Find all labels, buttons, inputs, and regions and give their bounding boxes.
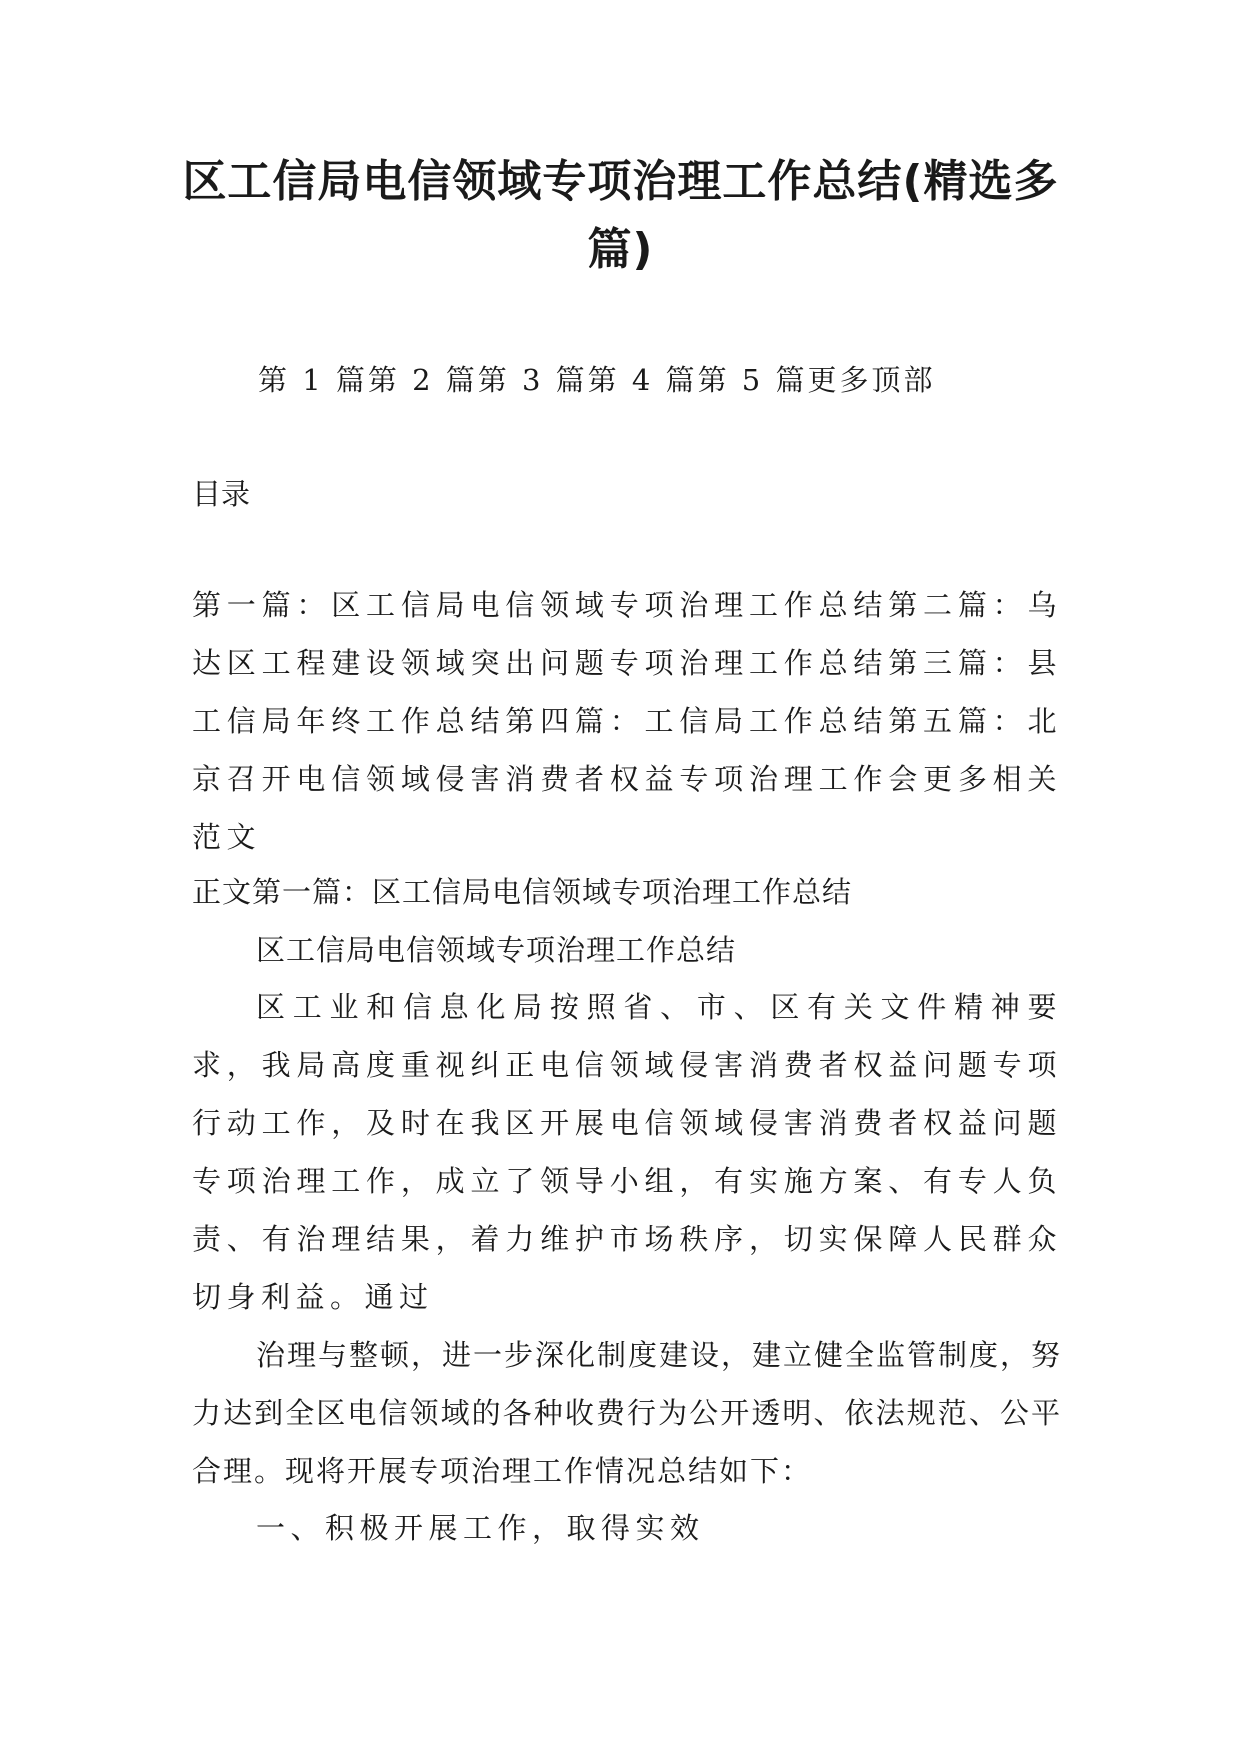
nav-link-chapter-5[interactable]: 第 5 篇 bbox=[697, 363, 808, 397]
body-paragraph-2: 治理与整顿，进一步深化制度建设，建立健全监管制度，努力达到全区电信领域的各种收费行为公开透明、依法规范、公平合理。现将开展专项治理工作情况总结如下： bbox=[192, 1338, 1063, 1488]
nav-link-top[interactable]: 顶部 bbox=[871, 363, 936, 397]
toc-list[interactable]: 第一篇：区工信局电信领域专项治理工作总结第二篇：乌达区工程建设领域突出问题专项治理工作总结第三篇：县工信局年终工作总结第四篇：工信局工作总结第五篇：北京召开电信领域侵害消费者权益专项治理工作会更多相关范文 bbox=[192, 588, 1062, 854]
section-heading-1: 一、积极开展工作，取得实效 bbox=[256, 1511, 705, 1545]
toc-heading: 目录 bbox=[192, 477, 251, 511]
nav-link-more[interactable]: 更多 bbox=[807, 363, 872, 397]
nav-link-chapter-1[interactable]: 第 1 篇 bbox=[258, 363, 368, 397]
nav-link-chapter-2[interactable]: 第 2 篇 bbox=[367, 363, 478, 397]
nav-link-chapter-4[interactable]: 第 4 篇 bbox=[587, 363, 698, 397]
body-heading: 正文第一篇：区工信局电信领域专项治理工作总结 bbox=[192, 875, 853, 909]
document-title: 区工信局电信领域专项治理工作总结(精选多篇) bbox=[182, 156, 1059, 275]
body-paragraph-1: 区工业和信息化局按照省、市、区有关文件精神要求，我局高度重视纠正电信领域侵害消费者权益问题专项行动工作，及时在我区开展电信领域侵害消费者权益问题专项治理工作，成立了领导小组，有实施方案、有专人负责、有治理结果，着力维护市场秩序，切实保障人民群众切身利益。通过 bbox=[192, 990, 1062, 1314]
chapter-nav bbox=[258, 360, 935, 400]
article-subtitle: 区工信局电信领域专项治理工作总结 bbox=[256, 933, 737, 967]
nav-link-chapter-3[interactable]: 第 3 篇 bbox=[477, 363, 588, 397]
